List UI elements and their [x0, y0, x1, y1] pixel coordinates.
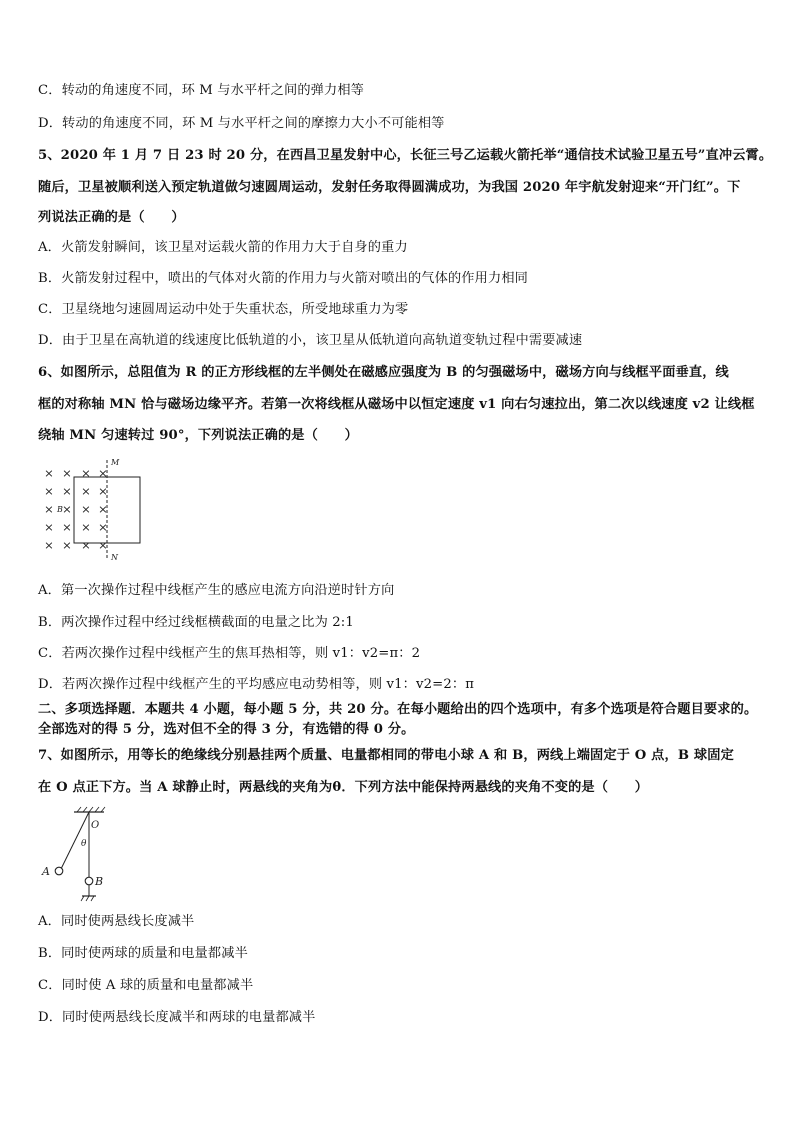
- svg-text:×: ×: [81, 484, 91, 498]
- svg-text:×: ×: [44, 538, 54, 552]
- label-m: M: [111, 458, 120, 467]
- label-theta: θ: [81, 839, 87, 849]
- q6-option-d: D．若两次操作过程中线框产生的平均感应电动势相等，则 v1：v2=2：π: [38, 677, 475, 692]
- q7-option-a: A．同时使两悬线长度减半: [38, 914, 195, 929]
- svg-text:×: ×: [98, 502, 108, 516]
- svg-text:×: ×: [44, 502, 54, 516]
- svg-text:×: ×: [81, 466, 91, 480]
- q5-stem-line2: 随后，卫星被顺利送入预定轨道做匀速圆周运动，发射任务取得圆满成功，为我国 2020 年宇航发射迎来“开门红”。下: [38, 180, 741, 195]
- svg-text:×: ×: [62, 502, 72, 516]
- q7-option-b: B．同时使两球的质量和电量都减半: [38, 946, 248, 961]
- svg-text:×: ×: [98, 538, 108, 552]
- q6-option-c: C．若两次操作过程中线框产生的焦耳热相等，则 v1：v2=π：2: [38, 646, 421, 661]
- q4-option-c: C．转动的角速度不同，环 M 与水平杆之间的弹力相等: [38, 83, 364, 98]
- q5-stem-line1: 5、2020 年 1 月 7 日 23 时 20 分，在西昌卫星发射中心，长征三号乙运载火箭托举“通信技术试验卫星五号”直冲云霄。: [38, 148, 773, 163]
- q7-option-d: D．同时使两悬线长度减半和两球的电量都减半: [38, 1010, 316, 1025]
- section-2-heading-line1: 二、多项选择题．本题共 4 小题，每小题 5 分，共 20 分。在每小题给出的四个选项中，有多个选项是符合题目要求的。: [38, 702, 758, 717]
- q7-stem-line2: 在 O 点正下方。当 A 球静止时，两悬线的夹角为θ．下列方法中能保持两悬线的夹角不变的是（ ）: [38, 780, 649, 795]
- ball-a: [55, 867, 63, 875]
- svg-text:×: ×: [62, 466, 72, 480]
- svg-text:×: ×: [62, 520, 72, 534]
- q6-stem-line1: 6、如图所示，总阻值为 R 的正方形线框的左半侧处在磁感应强度为 B 的匀强磁场中，磁场方向与线框平面垂直，线: [38, 365, 729, 380]
- q5-stem-line3: 列说法正确的是（ ）: [38, 210, 185, 225]
- ball-b: [85, 877, 93, 885]
- label-b: B: [57, 505, 63, 514]
- q5-option-b: B．火箭发射过程中，喷出的气体对火箭的作用力与火箭对喷出的气体的作用力相同: [38, 271, 528, 286]
- label-a: A: [42, 865, 50, 878]
- svg-text:×: ×: [62, 538, 72, 552]
- q5-option-a: A．火箭发射瞬间，该卫星对运载火箭的作用力大于自身的重力: [38, 240, 408, 255]
- svg-text:×: ×: [81, 520, 91, 534]
- magnetic-field-figure: [40, 456, 152, 564]
- magnetic-field-crosses: [44, 466, 108, 552]
- q4-option-d: D．转动的角速度不同，环 M 与水平杆之间的摩擦力大小不可能相等: [38, 116, 445, 131]
- svg-text:×: ×: [98, 520, 108, 534]
- q5-option-c: C．卫星绕地匀速圆周运动中处于失重状态，所受地球重力为零: [38, 302, 409, 317]
- section-2-heading-line2: 全部选对的得 5 分，选对但不全的得 3 分，有选错的得 0 分。: [38, 722, 415, 737]
- label-b-ball: B: [95, 875, 104, 888]
- svg-text:×: ×: [44, 466, 54, 480]
- q6-stem-line3: 绕轴 MN 匀速转过 90°，下列说法正确的是（ ）: [38, 428, 358, 443]
- label-o: O: [91, 820, 100, 831]
- q5-option-d: D．由于卫星在高轨道的线速度比低轨道的小，该卫星从低轨道向高轨道变轨过程中需要减速: [38, 333, 583, 348]
- svg-text:×: ×: [81, 538, 91, 552]
- q6-option-b: B．两次操作过程中经过线框横截面的电量之比为 2:1: [38, 615, 354, 630]
- q6-stem-line2: 框的对称轴 MN 恰与磁场边缘平齐。若第一次将线框从磁场中以恒定速度 v1 向右匀速拉出，第二次以线速度 v2 让线框: [38, 397, 755, 412]
- q6-option-a: A．第一次操作过程中线框产生的感应电流方向沿逆时针方向: [38, 583, 395, 598]
- svg-text:×: ×: [44, 520, 54, 534]
- label-n: N: [111, 553, 118, 562]
- svg-text:×: ×: [98, 484, 108, 498]
- ceiling-hatch: [77, 807, 105, 812]
- svg-text:×: ×: [98, 466, 108, 480]
- svg-text:×: ×: [44, 484, 54, 498]
- q7-stem-line1: 7、如图所示，用等长的绝缘线分别悬挂两个质量、电量都相同的带电小球 A 和 B，两线上端固定于 O 点，B 球固定: [38, 748, 734, 763]
- floor-hatch: [81, 896, 94, 901]
- q7-option-c: C．同时使 A 球的质量和电量都减半: [38, 978, 254, 993]
- svg-text:×: ×: [62, 484, 72, 498]
- pendulum-figure: [38, 806, 114, 902]
- svg-text:×: ×: [81, 502, 91, 516]
